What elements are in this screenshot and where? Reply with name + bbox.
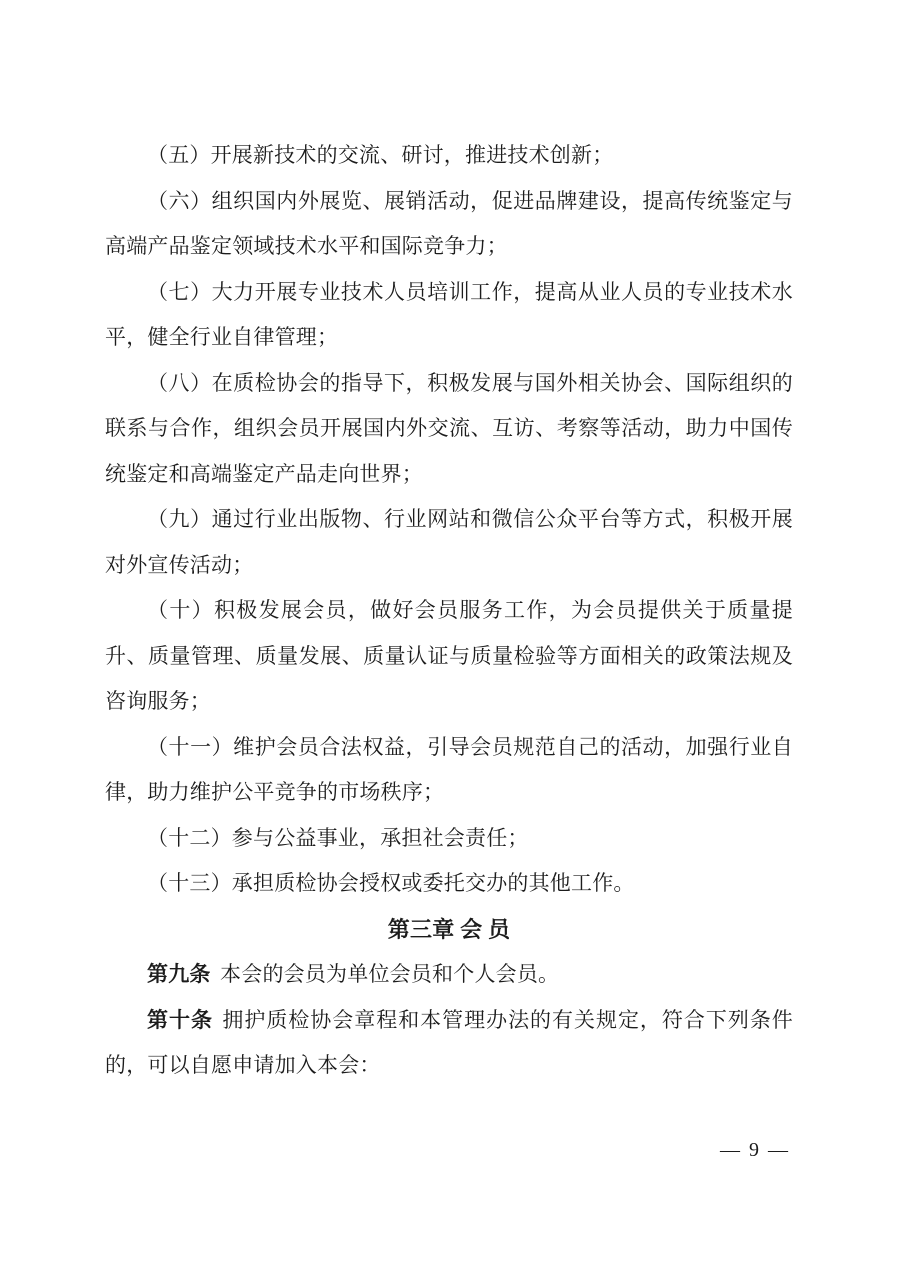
clause-11: （十一）维护会员合法权益，引导会员规范自己的活动，加强行业自律，助力维护公平竞争的市场秩序； xyxy=(105,734,793,804)
document-content xyxy=(105,133,793,1089)
clause-12: （十二）参与公益事业，承担社会责任； xyxy=(147,825,529,850)
clause-9: （九）通过行业出版物、行业网站和微信公众平台等方式，积极开展对外宣传活动； xyxy=(105,507,793,577)
article-9-body: 本会的会员为单位会员和个人会员。 xyxy=(220,962,560,986)
clause-7: （七）大力开展专业技术人员培训工作，提高从业人员的专业技术水平，健全行业自律管理； xyxy=(105,279,793,349)
clause-5: （五）开展新技术的交流、研讨，推进技术创新； xyxy=(147,143,614,167)
article-10-body: 拥护质检协会章程和本管理办法的有关规定，符合下列条件的，可以自愿申请加入本会： xyxy=(105,1007,793,1077)
chapter-heading: 第三章 会 员 xyxy=(387,916,511,942)
clause-6: （六）组织国内外展览、展销活动，促进品牌建设，提高传统鉴定与高端产品鉴定领域技术水平和国际竞争力； xyxy=(105,188,793,258)
page-footer xyxy=(720,1136,790,1164)
page-number: — 9 — xyxy=(720,1139,790,1161)
article-10 xyxy=(105,998,793,1089)
article-9 xyxy=(105,952,793,998)
clause-10: （十）积极发展会员，做好会员服务工作，为会员提供关于质量提升、质量管理、质量发展、质量认证与质量检验等方面相关的政策法规及咨询服务； xyxy=(105,598,793,713)
article-10-label: 第十条 xyxy=(147,1007,213,1032)
clause-8: （八）在质检协会的指导下，积极发展与国外相关协会、国际组织的联系与合作，组织会员开展国内外交流、互访、考察等活动，助力中国传统鉴定和高端鉴定产品走向世界； xyxy=(105,370,793,486)
clause-13: （十三）承担质检协会授权或委托交办的其他工作。 xyxy=(147,871,635,895)
article-9-label: 第九条 xyxy=(147,962,211,986)
